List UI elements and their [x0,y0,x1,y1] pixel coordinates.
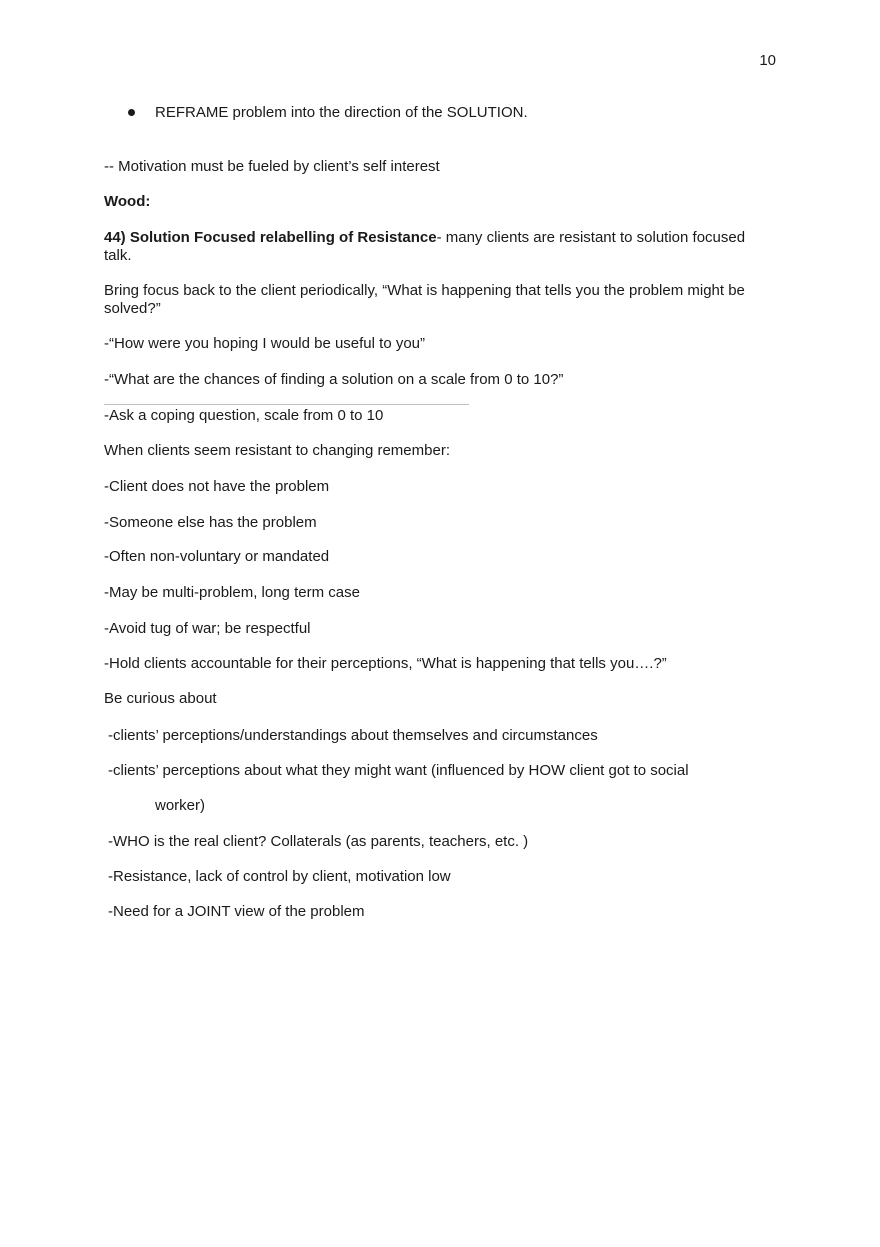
focus-paragraph: Bring focus back to the client periodically, “What is happening that tells you the problem might be solved?” [104,282,745,317]
curious-point: -clients’ perceptions about what they might want (influenced by HOW client got to social [108,762,689,779]
resistant-intro: When clients seem resistant to changing remember: [104,442,450,459]
divider-line [104,404,469,405]
resistant-point: -Hold clients accountable for their perceptions, “What is happening that tells you….?” [104,655,667,672]
question-item: -“How were you hoping I would be useful to you” [104,335,426,352]
item-44-body: - many clients are resistant to solution focused talk. [104,229,746,264]
question-item: -Ask a coping question, scale from 0 to 10 [104,407,384,424]
curious-point: -Need for a JOINT view of the problem [108,903,365,920]
curious-point: -clients’ perceptions/understandings about themselves and circumstances [108,727,598,744]
curious-intro: Be curious about [104,690,217,707]
curious-point: -WHO is the real client? Collaterals (as parents, teachers, etc. ) [108,833,529,850]
motivation-line: -- Motivation must be fueled by client’s self interest [104,158,440,175]
bullet-icon [128,109,135,116]
question-item: -“What are the chances of finding a solution on a scale from 0 to 10?” [104,371,564,388]
resistant-point: -Often non-voluntary or mandated [104,548,330,565]
curious-point-continuation: worker) [155,797,206,814]
section-heading: Wood: [104,193,151,210]
resistant-point: -Client does not have the problem [104,478,330,495]
page-number: 10 [759,52,776,69]
item-44-paragraph [104,229,769,265]
curious-point: -Resistance, lack of control by client, motivation low [108,868,451,885]
resistant-point: -Avoid tug of war; be respectful [104,620,311,637]
resistant-point: -Someone else has the problem [104,514,317,531]
resistant-point: -May be multi-problem, long term case [104,584,360,601]
item-44-title: 44) Solution Focused relabelling of Resistance [104,229,437,246]
reframe-bullet-text: REFRAME problem into the direction of the SOLUTION. [155,104,528,121]
